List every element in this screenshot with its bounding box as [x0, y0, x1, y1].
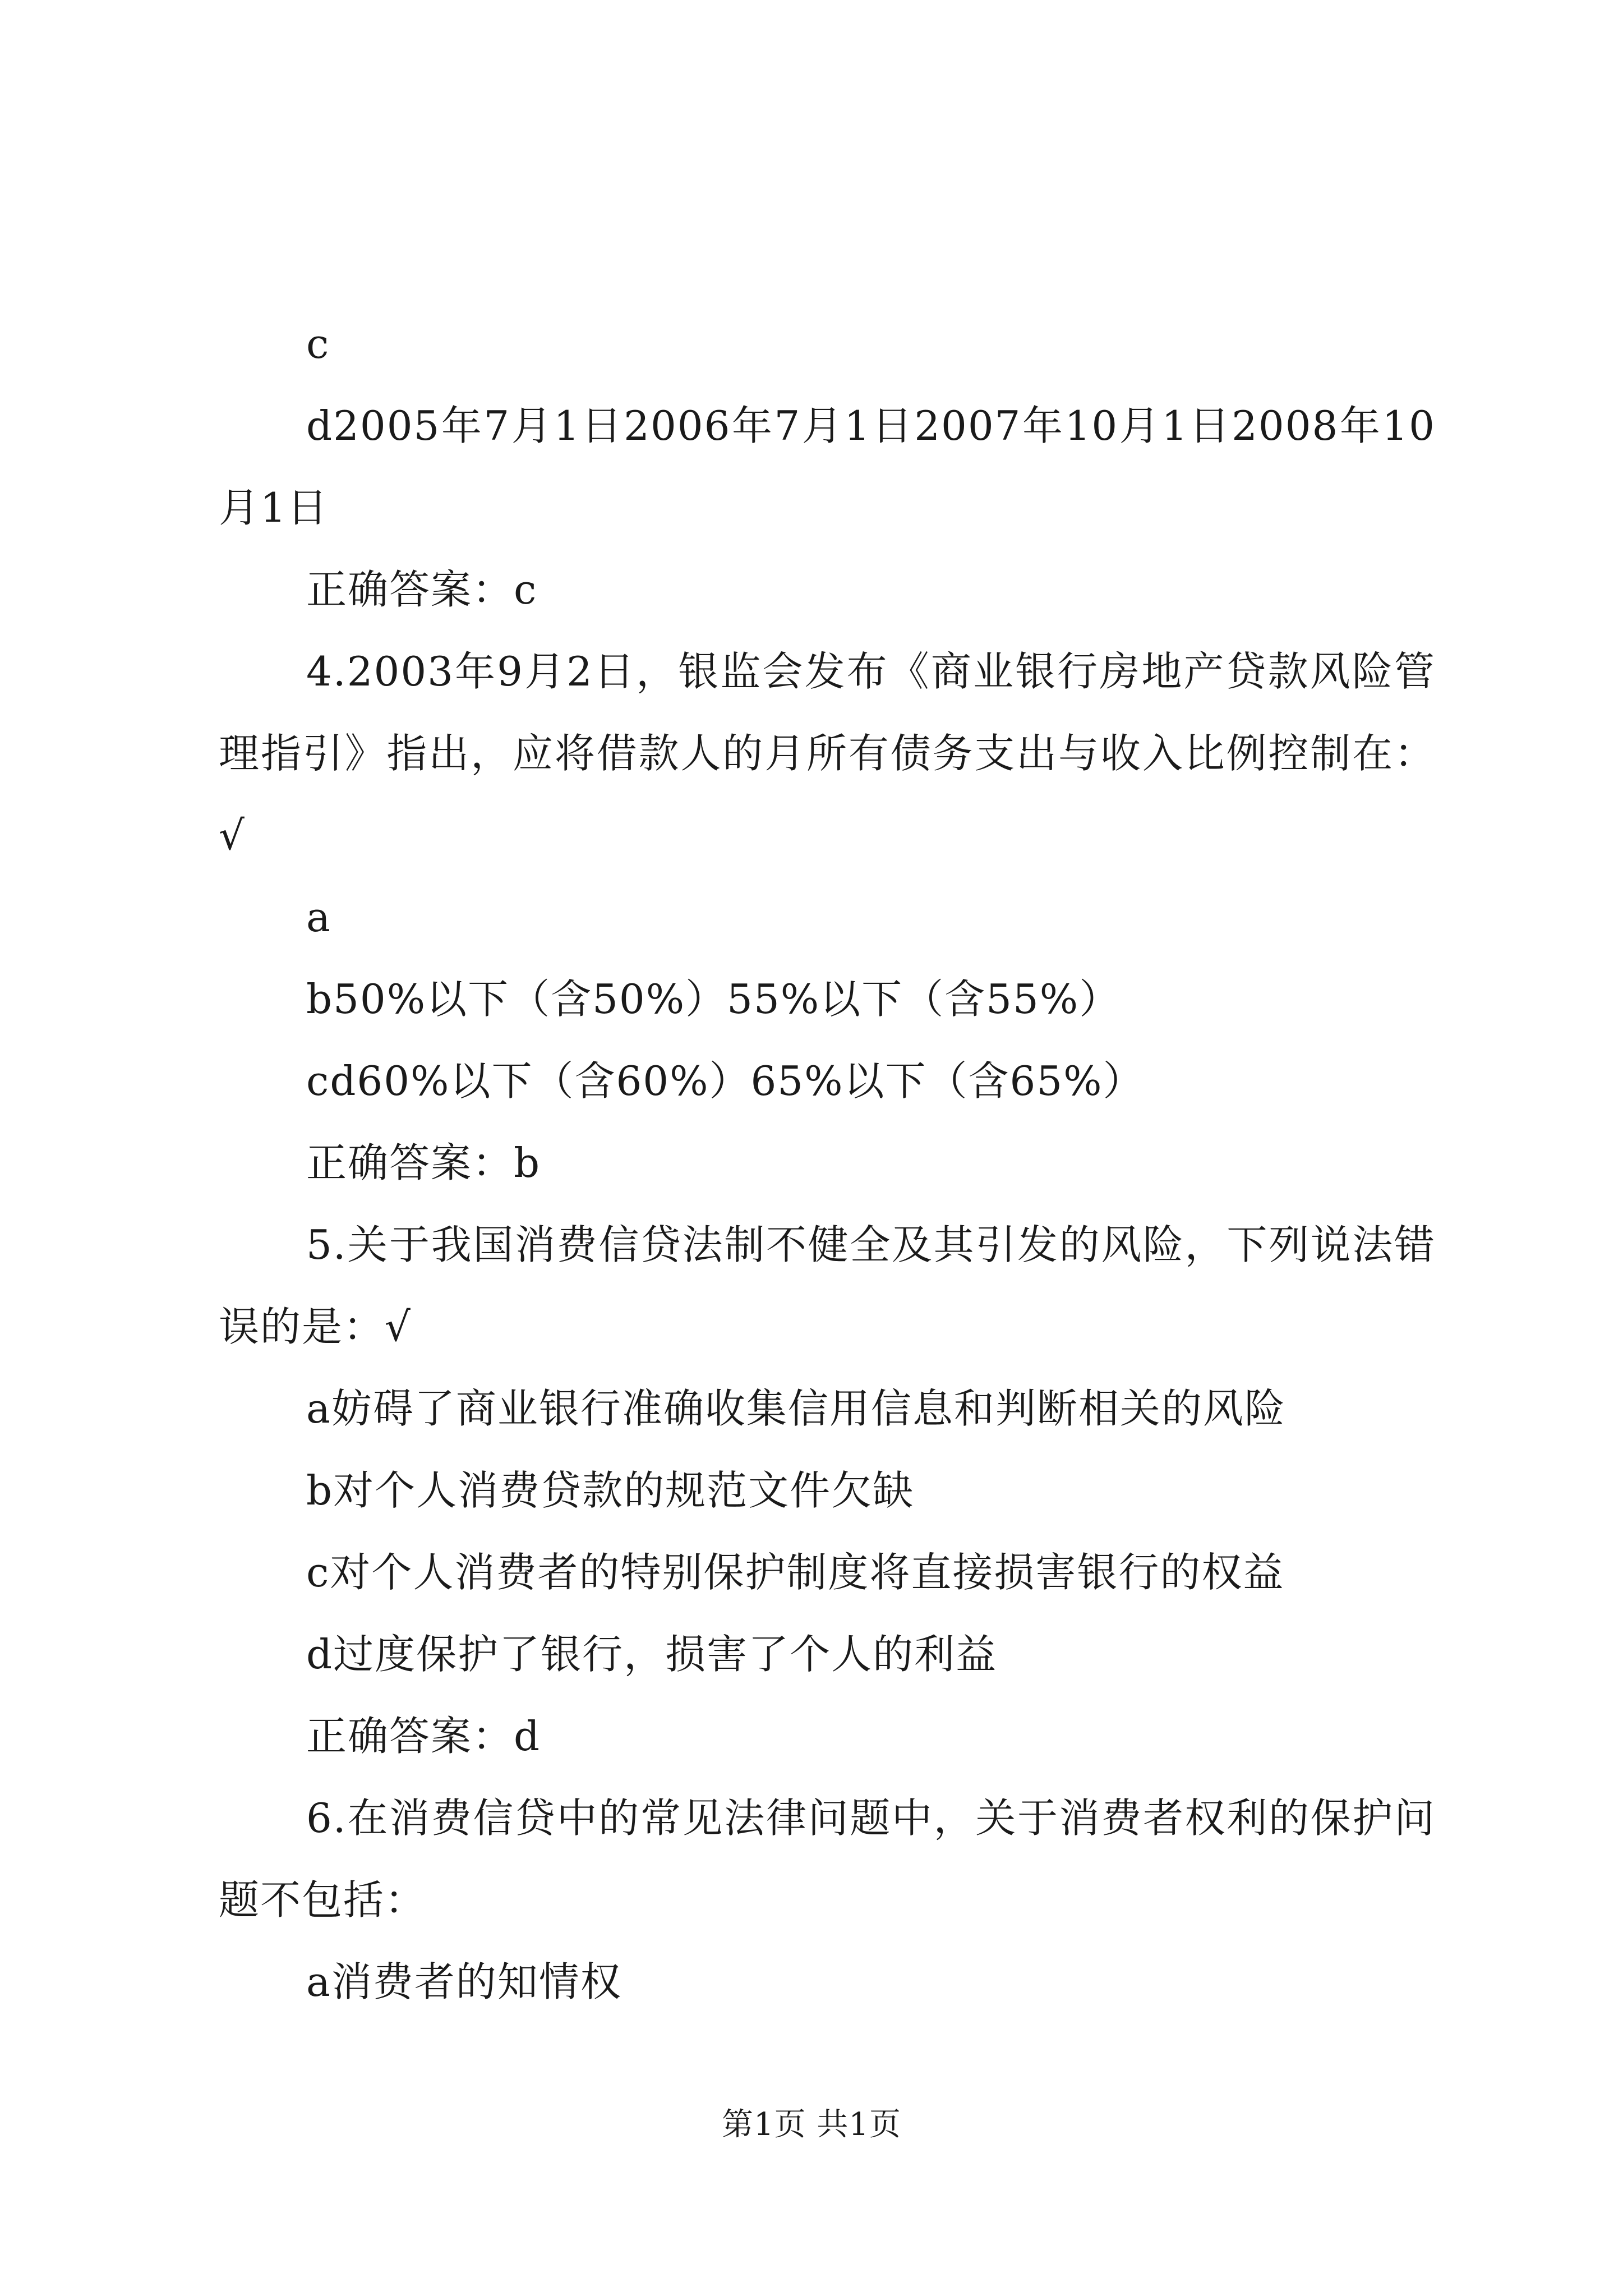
- answer-question-3: 正确答案：c: [306, 566, 538, 613]
- option-a-question-6: a消费者的知情权: [306, 1958, 622, 2005]
- question-4: 4.2003年9月2日，银监会发布《商业银行房地产贷款风险管理指引》指出，应将借款人的月所有债务支出与收入比例控制在：√: [219, 648, 1436, 859]
- option-d-question-3: d2005年7月1日2006年7月1日2007年10月1日2008年10月1日: [219, 402, 1436, 531]
- option-a-question-4: a: [306, 894, 331, 941]
- option-c-question-3: c: [306, 320, 330, 367]
- option-b-question-5: b对个人消费贷款的规范文件欠缺: [306, 1467, 915, 1514]
- option-a-question-5: a妨碍了商业银行准确收集信用信息和判断相关的风险: [306, 1385, 1286, 1432]
- option-b-question-4: b50%以下（含50%）55%以下（含55%）: [306, 976, 1121, 1023]
- question-5: 5.关于我国消费信贷法制不健全及其引发的风险，下列说法错误的是：√: [219, 1221, 1436, 1350]
- page-footer: 第1页 共1页: [721, 2106, 902, 2143]
- option-d-question-5: d过度保护了银行，损害了个人的利益: [306, 1631, 998, 1678]
- answer-question-4: 正确答案：b: [306, 1139, 541, 1186]
- answer-question-5: 正确答案：d: [306, 1713, 541, 1760]
- document-body: [219, 303, 1436, 2023]
- option-c-question-5: c对个人消费者的特别保护制度将直接损害银行的权益: [306, 1549, 1285, 1596]
- option-cd-question-4: cd60%以下（含60%）65%以下（含65%）: [306, 1057, 1145, 1105]
- question-6: 6.在消费信贷中的常见法律问题中，关于消费者权利的保护问题不包括：: [219, 1795, 1436, 1924]
